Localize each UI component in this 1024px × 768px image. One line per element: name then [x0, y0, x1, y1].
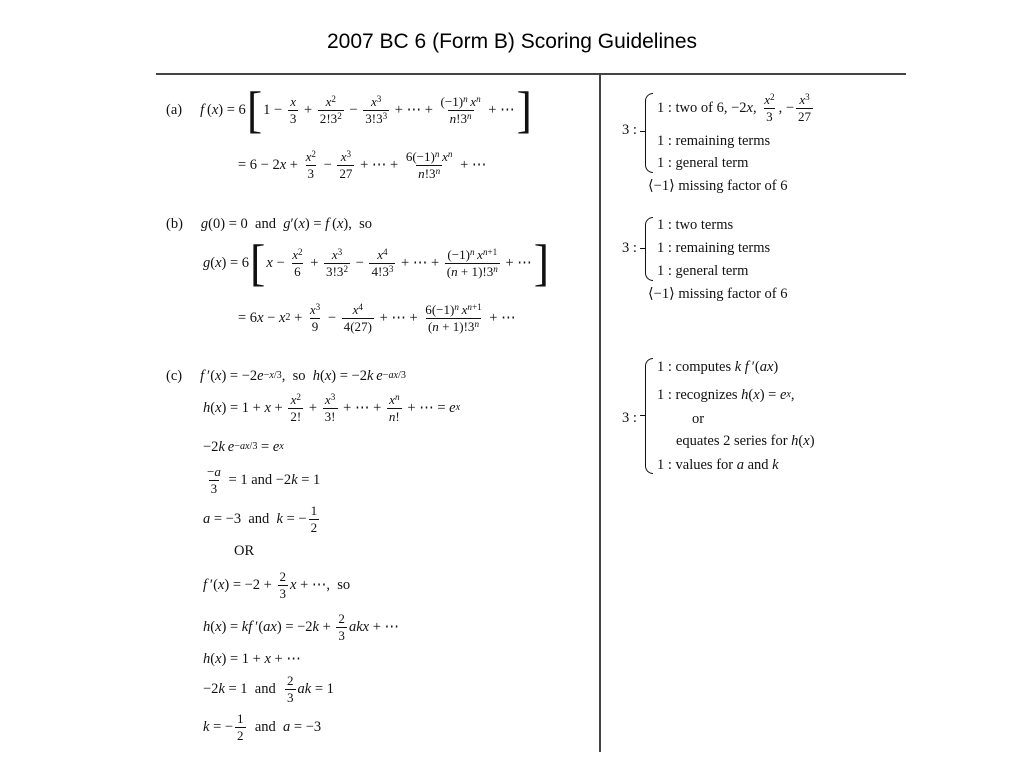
part-c-line-11: k = − $\frac{1}{2}$ and a = −3: [203, 710, 322, 743]
score-c-or: or: [692, 410, 705, 427]
part-a-line-1: (a) f ( x ) = 6 [ 1 − $\frac{x}{3}$ + $\frac{x^2}{2!3^2}$ − $\frac{x^3}{3!3^3}$ + ⋯ + $\frac{(-1)^n x^n}{n!3^n}$ + ⋯ ]: [166, 81, 532, 138]
part-c-line-7: f ′( x ) = −2 + $\frac{2}{3}$ x + ⋯, so: [203, 568, 351, 601]
score-b-brace: [645, 217, 653, 281]
score-a-points: 3 :: [622, 122, 637, 138]
score-a-brace: [645, 93, 653, 173]
score-a-item-2: 1 : remaining terms: [657, 132, 771, 149]
part-c-line-1: (c) f ′( x ) = −2 e −x/3 , so h ( x ) = −2 k e −ax/3: [166, 367, 406, 384]
part-c-or: OR: [234, 542, 255, 559]
part-b-line-1: (b) g (0) = 0 and g ′( x ) = f ( x ), so: [166, 215, 372, 232]
score-c-brace: [645, 358, 653, 474]
part-c-line-4: $\frac{-a}{3}$ = 1 and −2 k = 1: [207, 463, 321, 496]
page-title: 2007 BC 6 (Form B) Scoring Guidelines: [327, 30, 697, 53]
part-c-line-8: h ( x ) = kf ′( ax ) = −2 k + $\frac{2}{3}$ akx + ⋯: [203, 610, 400, 643]
part-b-line-3: = 6 x − x 2 + $\frac{x^3}{9}$ − $\frac{x^4}{4(27)}$ + ⋯ + $\frac{6(-1)^n x^{n+1}}{(n + 1)!3^n}$ + ⋯: [238, 301, 516, 334]
part-c-line-5: a = −3 and k = − $\frac{1}{2}$: [203, 502, 318, 535]
part-b-line-2: g ( x ) = 6 [ x − $\frac{x^2}{6}$ + $\frac{x^3}{3!3^2}$ − $\frac{x^4}{4!3^3}$ + ⋯ + $\frac{(-1)^n x^{n+1}}{(n + 1)!3^n}$ + ⋯ ]: [203, 234, 550, 291]
score-c-item-2b: equates 2 series for h ( x ): [676, 432, 815, 449]
score-b-item-1: 1 : two terms: [657, 216, 734, 233]
score-c-item-3: 1 : values for a and k: [657, 456, 779, 473]
part-a-line-2: = 6 − 2 x + $\frac{x^2}{3}$ − $\frac{x^3}{27}$ + ⋯ + $\frac{6(-1)^n x^n}{n!3^n}$ + ⋯: [238, 148, 487, 181]
part-c-label: (c): [166, 367, 183, 384]
part-c-line-2: h ( x ) = 1 + x + $\frac{x^2}{2!}$ + $\frac{x^3}{3!}$ + ⋯ + $\frac{x^n}{n!}$ + ⋯ = e x: [203, 391, 461, 424]
part-c-line-9: h ( x ) = 1 + x + ⋯: [203, 650, 301, 667]
score-b-item-3: 1 : general term: [657, 262, 749, 279]
score-b-penalty: ⟨−1⟩ missing factor of 6: [648, 285, 788, 302]
score-a-item-3: 1 : general term: [657, 154, 749, 171]
score-c-points: 3 :: [622, 410, 637, 426]
column-divider: [599, 74, 601, 752]
score-a-item-1: 1 : two of 6, −2 x , $\frac{x^2}{3}$ , − $\frac{x^3}{27}$: [657, 91, 812, 124]
score-a-penalty: ⟨−1⟩ missing factor of 6: [648, 177, 788, 194]
score-c-item-2: 1 : recognizes h ( x ) = e x ,: [657, 386, 795, 403]
score-b-points: 3 :: [622, 240, 637, 256]
part-c-line-3: −2 k e −ax/3 = e x: [203, 438, 284, 455]
header-divider: [156, 73, 906, 75]
part-c-line-10: −2 k = 1 and $\frac{2}{3}$ ak = 1: [203, 672, 334, 705]
score-c-item-1: 1 : computes k f ′( ax ): [657, 358, 779, 375]
part-a-label: (a): [166, 101, 183, 118]
part-b-label: (b): [166, 215, 183, 232]
score-b-item-2: 1 : remaining terms: [657, 239, 771, 256]
